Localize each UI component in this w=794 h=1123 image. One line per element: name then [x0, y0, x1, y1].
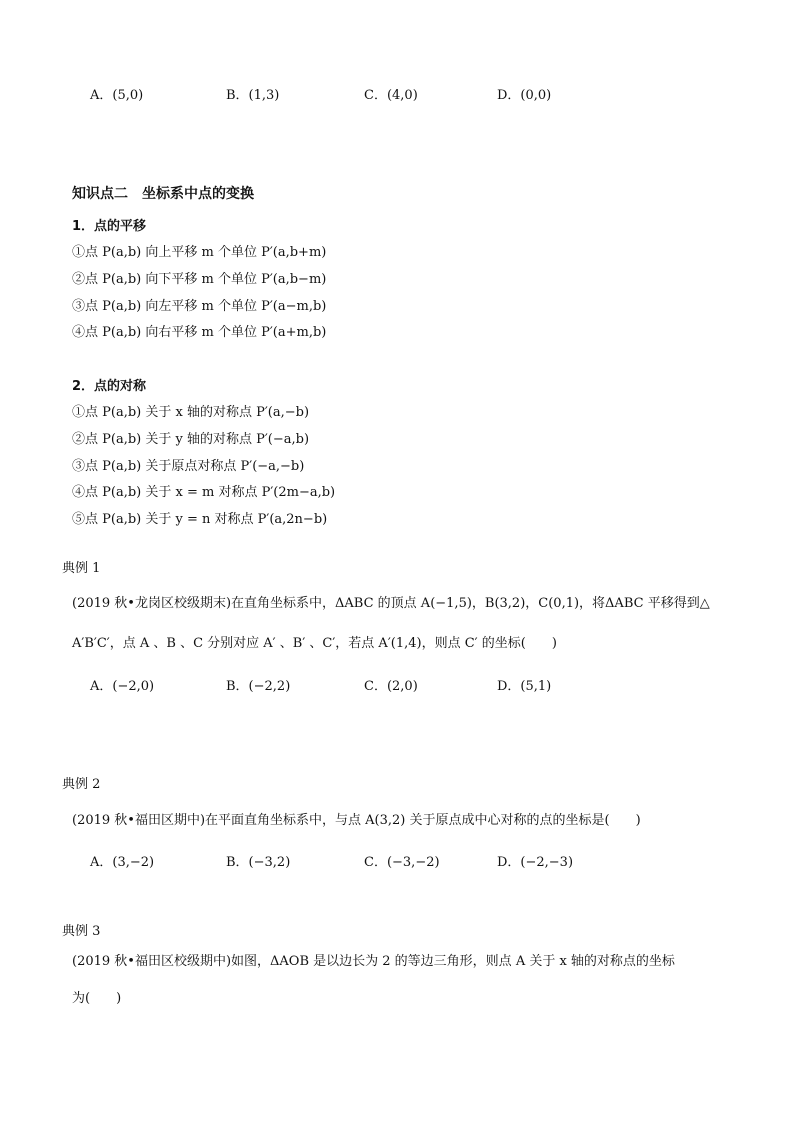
translation-title: 1．点的平移: [72, 219, 147, 234]
translation-rule: ③点 P(a,b) 向左平移 m 个单位 P′(a−m,b): [72, 299, 327, 314]
example-label: 典例 1: [62, 561, 101, 576]
symmetry-rule: ③点 P(a,b) 关于原点对称点 P′(−a,−b): [72, 459, 305, 474]
top-question-choices: [0, 84, 794, 104]
translation-rule: ④点 P(a,b) 向右平移 m 个单位 P′(a+m,b): [72, 325, 327, 340]
example-label: 典例 3: [62, 924, 101, 939]
symmetry-rule: ①点 P(a,b) 关于 x 轴的对称点 P′(a,−b): [72, 405, 310, 420]
choice-d: D．(0,0): [497, 88, 552, 103]
example-stem-line: (2019 秋•龙岗区校级期末)在直角坐标系中，ΔABC 的顶点 A(−1,5)，B(3,2)，C(0,1)，将ΔABC 平移得到△: [72, 596, 710, 611]
choice-c: C．(2,0): [364, 679, 418, 694]
translation-rule: ②点 P(a,b) 向下平移 m 个单位 P′(a,b−m): [72, 272, 327, 287]
choice-b: B．(−3,2): [226, 855, 291, 870]
choice-d: D．(5,1): [497, 679, 552, 694]
example-1-choices: [0, 675, 794, 695]
symmetry-rule: ⑤点 P(a,b) 关于 y = n 对称点 P′(a,2n−b): [72, 512, 328, 527]
example-stem-line: (2019 秋•福田区期中)在平面直角坐标系中，与点 A(3,2) 关于原点成中心对称的点的坐标是( ): [72, 813, 641, 828]
section-title: 知识点二 坐标系中点的变换: [72, 186, 254, 202]
choice-b: B．(1,3): [226, 88, 280, 103]
symmetry-rule: ④点 P(a,b) 关于 x = m 对称点 P′(2m−a,b): [72, 485, 336, 500]
choice-a: A．(−2,0): [90, 679, 155, 694]
symmetry-title: 2．点的对称: [72, 379, 147, 394]
choice-c: C．(−3,−2): [364, 855, 440, 870]
example-stem-line: (2019 秋•福田区校级期中)如图，ΔAOB 是以边长为 2 的等边三角形，则点 A 关于 x 轴的对称点的坐标: [72, 954, 675, 969]
choice-d: D．(−2,−3): [497, 855, 574, 870]
choice-b: B．(−2,2): [226, 679, 291, 694]
example-label: 典例 2: [62, 777, 101, 792]
example-stem-line: 为( ): [72, 991, 122, 1006]
choice-a: A．(5,0): [90, 88, 144, 103]
choice-a: A．(3,−2): [90, 855, 155, 870]
symmetry-rule: ②点 P(a,b) 关于 y 轴的对称点 P′(−a,b): [72, 432, 310, 447]
translation-rule: ①点 P(a,b) 向上平移 m 个单位 P′(a,b+m): [72, 245, 327, 260]
choice-c: C．(4,0): [364, 88, 418, 103]
example-2-choices: [0, 851, 794, 871]
example-stem-line: A′B′C′，点 A 、B 、C 分别对应 A′ 、B′ 、C′，若点 A′(1,4)，则点 C′ 的坐标( ): [72, 636, 557, 651]
